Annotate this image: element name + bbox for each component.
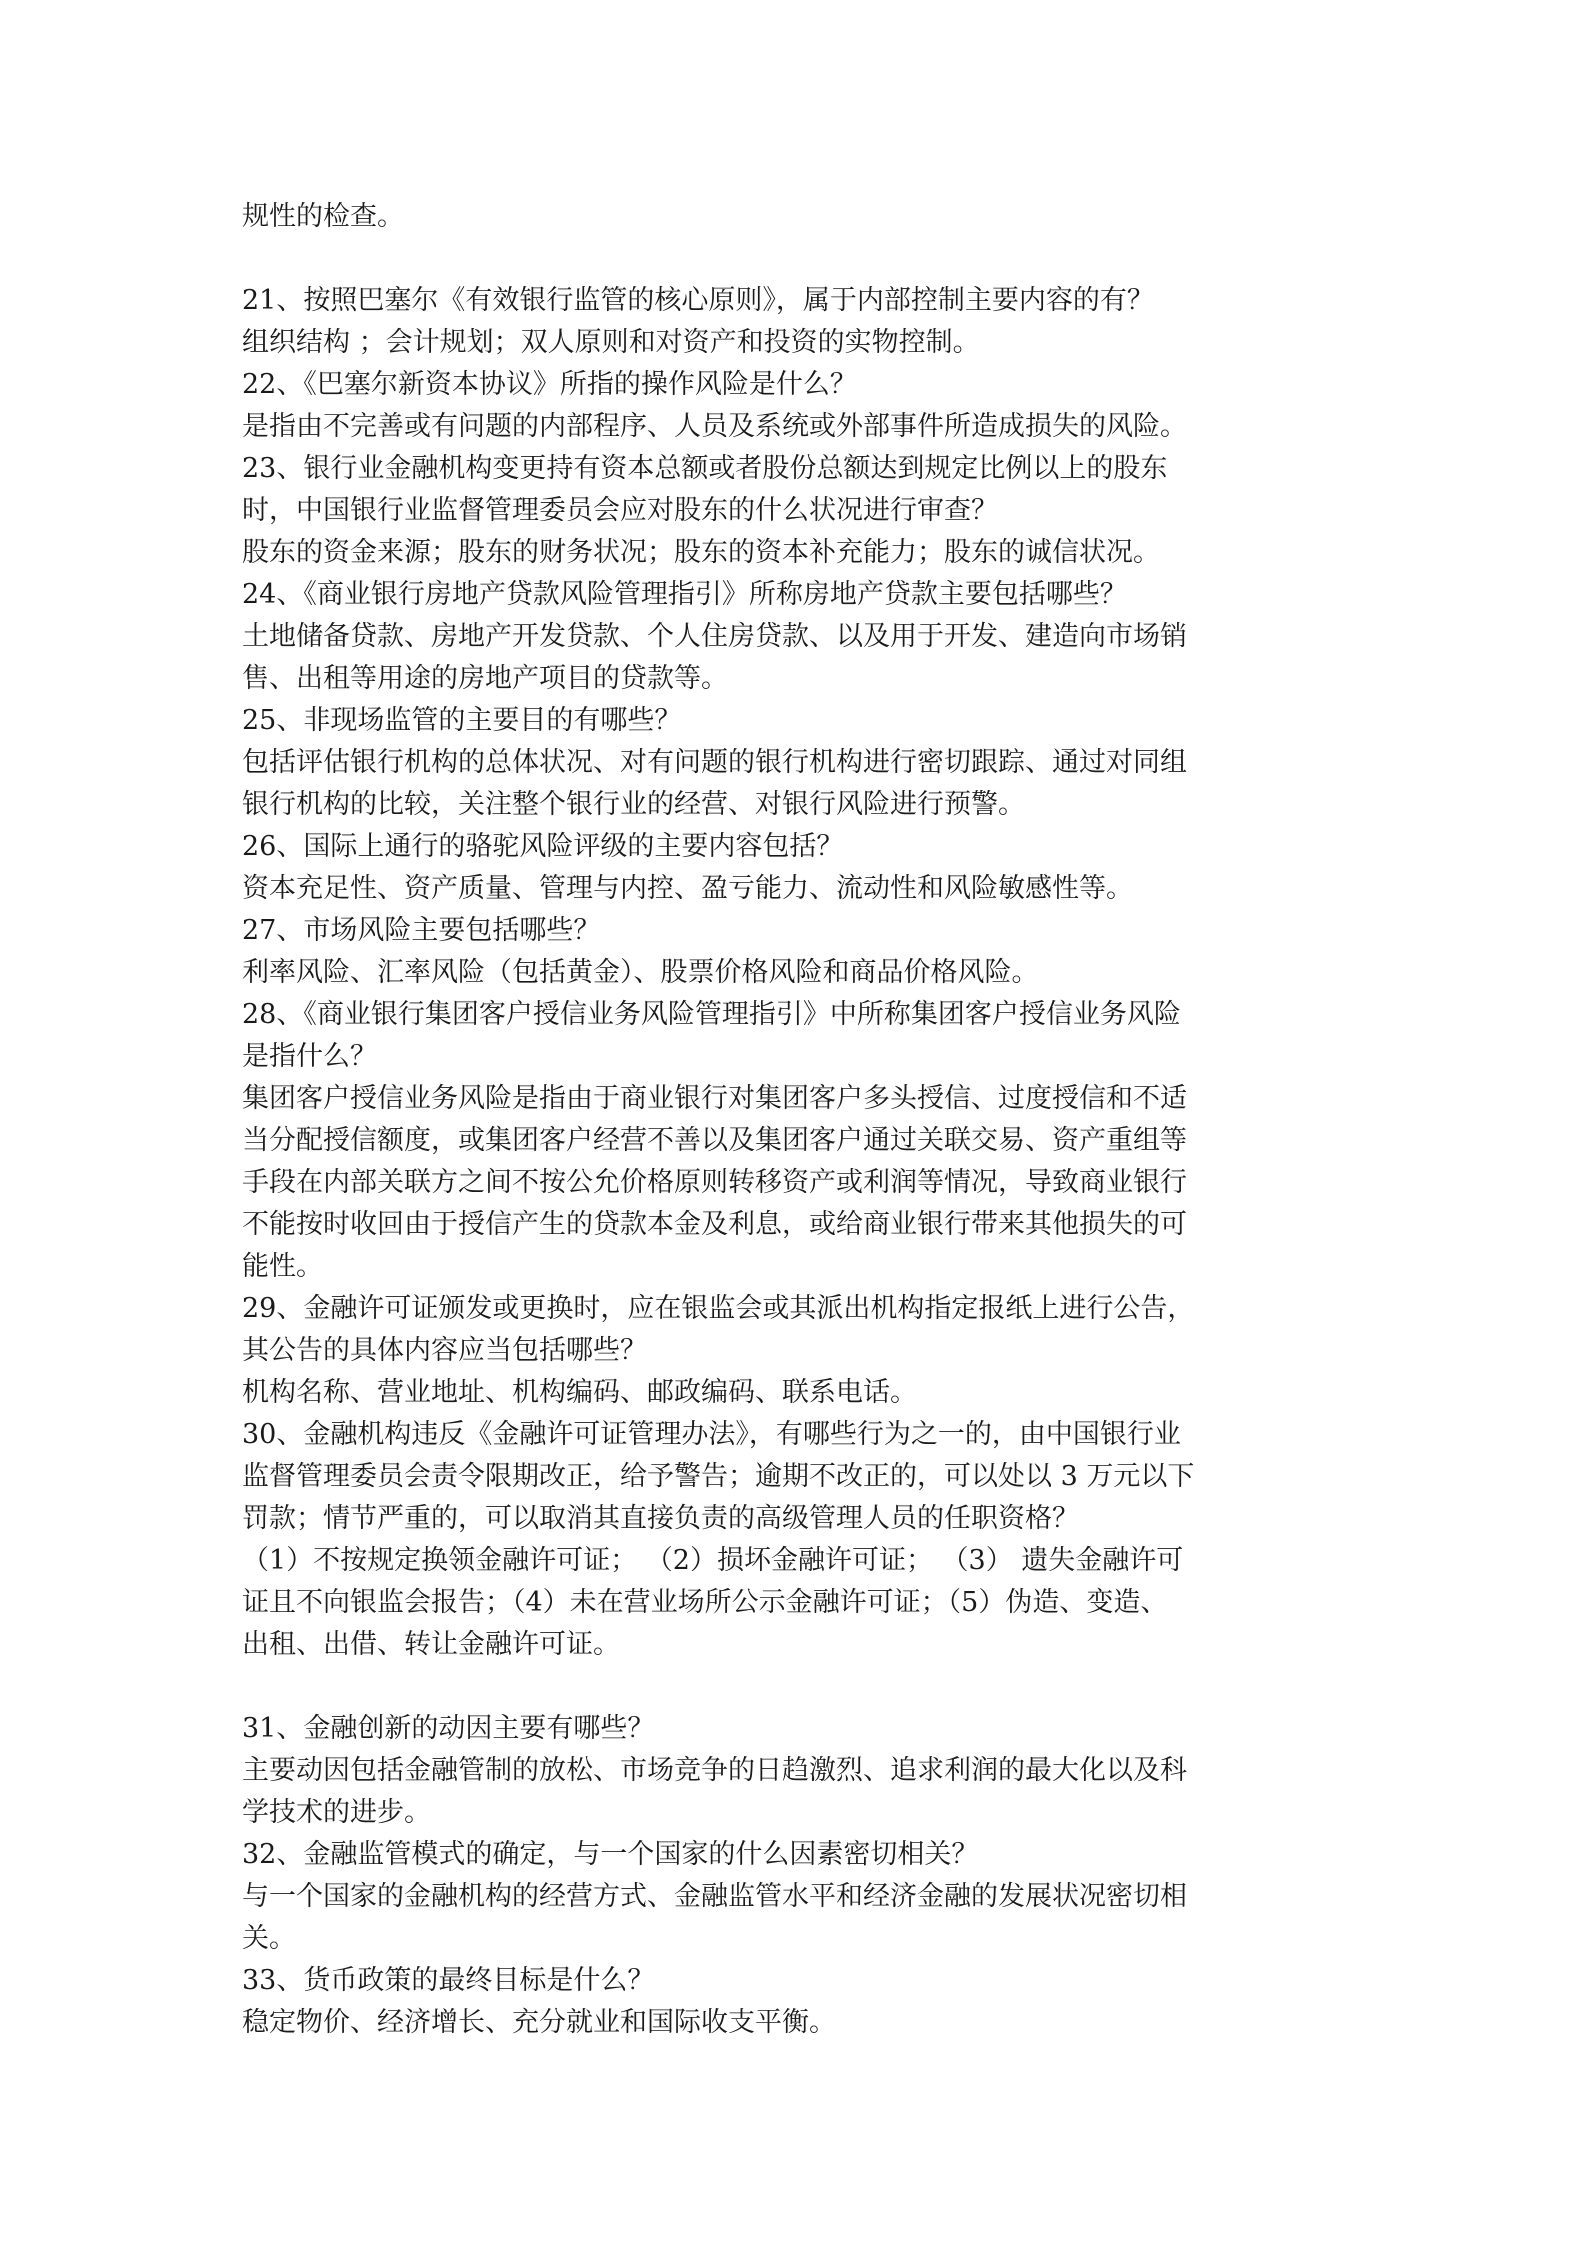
question-line: 22、《巴塞尔新资本协议》所指的操作风险是什么？ [242,369,857,400]
answer-line: 手段在内部关联方之间不按公允价格原则转移资产或利润等情况，导致商业银行 [242,1167,1187,1198]
question-line: 28、《商业银行集团客户授信业务风险管理指引》中所称集团客户授信业务风险 [242,999,1181,1030]
answer-line: 集团客户授信业务风险是指由于商业银行对集团客户多头授信、过度授信和不适 [242,1083,1187,1114]
answer-line: 与一个国家的金融机构的经营方式、金融监管水平和经济金融的发展状况密切相 [242,1881,1187,1912]
answer-line: （1）不按规定换领金融许可证； （2）损坏金融许可证； （3） 遗失金融许可 [242,1545,1184,1576]
question-line: 监督管理委员会责令限期改正，给予警告；逾期不改正的，可以处以 3 万元以下 [242,1461,1195,1492]
question-line: 21、按照巴塞尔《有效银行监管的核心原则》，属于内部控制主要内容的有？ [242,285,1154,316]
answer-line: 售、出租等用途的房地产项目的贷款等。 [242,663,728,694]
answer-line: 出租、出借、转让金融许可证。 [242,1629,620,1660]
answer-line: 银行机构的比较，关注整个银行业的经营、对银行风险进行预警。 [242,789,1025,820]
answer-line: 包括评估银行机构的总体状况、对有问题的银行机构进行密切跟踪、通过对同组 [242,747,1187,778]
question-line: 25、非现场监管的主要目的有哪些？ [242,705,682,736]
answer-line: 证且不向银监会报告；（4）未在营业场所公示金融许可证；（5）伪造、变造、 [242,1587,1168,1618]
question-line: 时，中国银行业监督管理委员会应对股东的什么状况进行审查？ [242,495,998,526]
answer-line: 土地储备贷款、房地产开发贷款、个人住房贷款、以及用于开发、建造向市场销 [242,621,1187,652]
answer-line: 主要动因包括金融管制的放松、市场竞争的日趋激烈、追求利润的最大化以及科 [242,1755,1187,1786]
question-line: 罚款；情节严重的，可以取消其直接负责的高级管理人员的任职资格？ [242,1503,1079,1534]
answer-line: 不能按时收回由于授信产生的贷款本金及利息，或给商业银行带来其他损失的可 [242,1209,1187,1240]
answer-line: 股东的资金来源；股东的财务状况；股东的资本补充能力；股东的诚信状况。 [242,537,1160,568]
question-line: 23、银行业金融机构变更持有资本总额或者股份总额达到规定比例以上的股东 [242,453,1168,484]
answer-line: 是指由不完善或有问题的内部程序、人员及系统或外部事件所造成损失的风险。 [242,411,1187,442]
answer-line: 能性。 [242,1251,323,1282]
document-page [242,196,1362,2044]
blank-line [242,1666,1362,1708]
answer-line: 利率风险、汇率风险（包括黄金）、股票价格风险和商品价格风险。 [242,957,1039,988]
question-line: 29、金融许可证颁发或更换时，应在银监会或其派出机构指定报纸上进行公告， [242,1293,1195,1324]
question-line: 24、《商业银行房地产贷款风险管理指引》所称房地产贷款主要包括哪些？ [242,579,1127,610]
answer-line: 稳定物价、经济增长、充分就业和国际收支平衡。 [242,2007,836,2038]
answer-line: 学技术的进步。 [242,1797,431,1828]
question-line: 27、市场风险主要包括哪些？ [242,915,601,946]
answer-line: 机构名称、营业地址、机构编码、邮政编码、联系电话。 [242,1377,917,1408]
question-line: 是指什么？ [242,1041,377,1072]
answer-line: 资本充足性、资产质量、管理与内控、盈亏能力、流动性和风险敏感性等。 [242,873,1133,904]
answer-line: 关。 [242,1923,296,1954]
question-line: 33、货币政策的最终目标是什么？ [242,1965,655,1996]
question-line: 32、金融监管模式的确定，与一个国家的什么因素密切相关？ [242,1839,979,1870]
blank-line [242,238,1362,280]
question-line: 其公告的具体内容应当包括哪些？ [242,1335,647,1366]
question-line: 26、国际上通行的骆驼风险评级的主要内容包括？ [242,831,844,862]
answer-line: 组织结构 ；会计规划；双人原则和对资产和投资的实物控制。 [242,327,980,358]
question-line: 31、金融创新的动因主要有哪些？ [242,1713,655,1744]
question-line: 30、金融机构违反《金融许可证管理办法》，有哪些行为之一的，由中国银行业 [242,1419,1181,1450]
answer-line: 当分配授信额度，或集团客户经营不善以及集团客户通过关联交易、资产重组等 [242,1125,1187,1156]
text-line: 规性的检查。 [242,201,404,232]
